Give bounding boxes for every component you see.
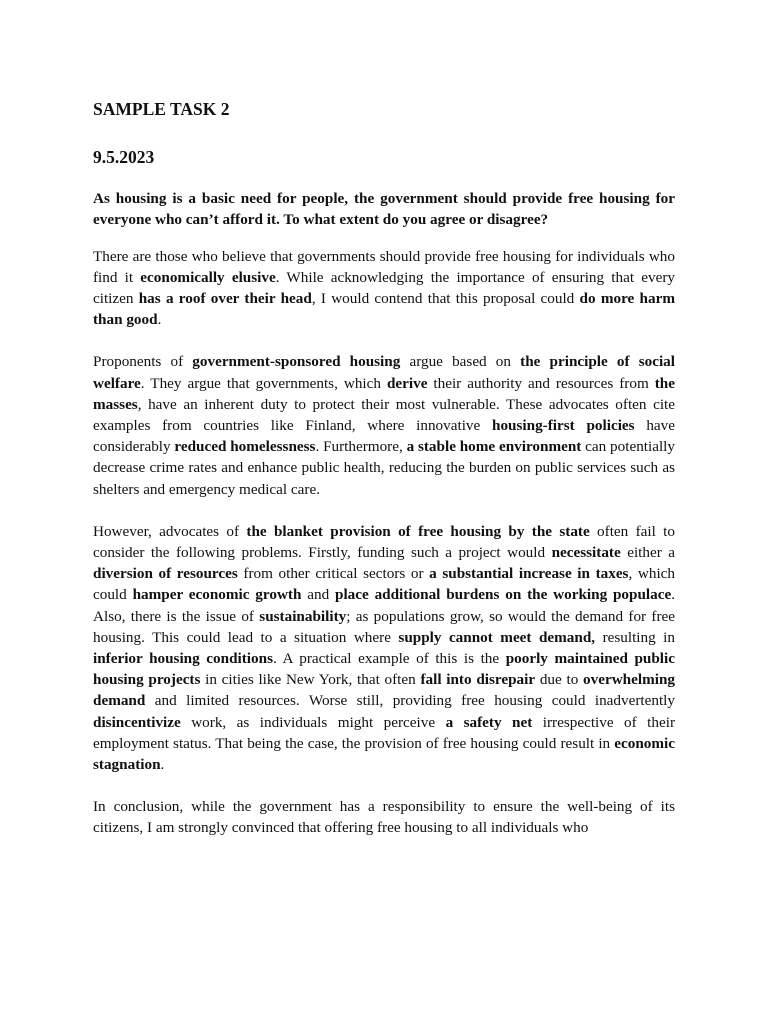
document-date: 9.5.2023 xyxy=(93,147,155,167)
text-run: and limited resources. Worse still, providing free housing could inadvertently xyxy=(145,692,675,710)
text-run: . While acknowledging the importance of ensuring that every citizen xyxy=(93,268,675,307)
essay-paragraph xyxy=(93,521,675,775)
bold-phrase: derive xyxy=(386,374,428,392)
bold-phrase: diversion of resources xyxy=(93,565,238,583)
text-run: ; as populations grow, so would the demand for free housing. This could lead to a situation where xyxy=(93,607,675,646)
bold-phrase: the blanket provision of free housing by the state xyxy=(246,522,590,540)
text-run: . They argue that governments, which xyxy=(140,374,387,392)
text-run: often fail to consider the following problems. Firstly, funding such a project would xyxy=(93,522,675,562)
bold-phrase: do more harm than good xyxy=(93,290,675,329)
essay-paragraph xyxy=(93,246,675,331)
bold-phrase: the principle of social welfare xyxy=(93,353,675,392)
text-run: either a xyxy=(620,544,675,562)
text-run: from other critical sectors or xyxy=(237,565,430,583)
text-run: can potentially decrease crime rates and enhance public health, reducing the burden on public services such as shelters and emergency medical care. xyxy=(93,438,675,498)
bold-phrase: has a roof over their head xyxy=(138,290,312,307)
text-run: However, advocates of xyxy=(93,522,247,540)
text-run: due to xyxy=(535,671,584,689)
bold-phrase: a stable home environment xyxy=(406,438,582,456)
text-run: In conclusion, while the government has a responsibility to ensure the well-being of its citizens, I am strongly convinced that offering free housing to all individuals who xyxy=(93,798,675,837)
text-run: argue based on xyxy=(400,353,521,371)
document-page xyxy=(93,98,675,839)
text-run: . Furthermore, xyxy=(315,438,407,456)
bold-phrase: place additional burdens on the working populace xyxy=(335,586,672,604)
essay-paragraph xyxy=(93,796,675,838)
text-run: Proponents of xyxy=(93,353,193,371)
text-run: resulting in xyxy=(595,628,676,646)
bold-phrase: inferior housing conditions xyxy=(93,650,273,668)
text-run: , which could xyxy=(93,565,676,604)
text-run: . Also, there is the issue of xyxy=(93,586,676,625)
essay-prompt: As housing is a basic need for people, the government should provide free housing for everyone who can’t afford it. To what extent do you agree or disagree? xyxy=(93,190,675,229)
essay-paragraph xyxy=(93,351,675,499)
text-run: their authority and resources from xyxy=(427,374,655,392)
bold-phrase: sustainability xyxy=(259,607,347,625)
text-run: have considerably xyxy=(93,417,675,456)
text-run: irrespective of their employment status. That being the case, the provision of free housing could result in xyxy=(93,713,676,752)
bold-phrase: a safety net xyxy=(445,713,533,731)
text-run: . xyxy=(157,311,162,329)
bold-phrase: government-sponsored housing xyxy=(192,353,401,371)
bold-phrase: economically elusive xyxy=(140,268,276,286)
bold-phrase: poorly maintained public housing projects xyxy=(93,650,675,689)
text-run: work, as individuals might perceive xyxy=(180,713,446,731)
bold-phrase: overwhelming demand xyxy=(93,671,676,710)
text-run: , I would contend that this proposal could xyxy=(311,290,580,307)
bold-phrase: housing-first policies xyxy=(492,417,635,435)
text-run: There are those who believe that governments should provide free housing for individuals who find it xyxy=(93,247,675,286)
bold-phrase: economic stagnation xyxy=(93,734,675,774)
bold-phrase: disincentivize xyxy=(93,713,181,731)
text-run: in cities like New York, that often xyxy=(200,671,421,689)
text-run: , have an inherent duty to protect their most vulnerable. These advocates often cite examples from countries like Finland, where innovative xyxy=(93,395,675,435)
document-title: SAMPLE TASK 2 xyxy=(93,99,230,119)
bold-phrase: a substantial increase in taxes xyxy=(429,565,629,583)
text-run: . A practical example of this is the xyxy=(272,650,506,668)
text-run: and xyxy=(301,586,335,604)
bold-phrase: reduced homelessness xyxy=(174,438,316,456)
bold-phrase: hamper economic growth xyxy=(132,586,302,604)
bold-phrase: necessitate xyxy=(551,544,621,562)
bold-phrase: fall into disrepair xyxy=(420,671,536,689)
text-run: . xyxy=(160,756,165,774)
essay-body xyxy=(93,246,675,839)
bold-phrase: the masses xyxy=(93,374,675,413)
bold-phrase: supply cannot meet demand, xyxy=(398,628,596,646)
